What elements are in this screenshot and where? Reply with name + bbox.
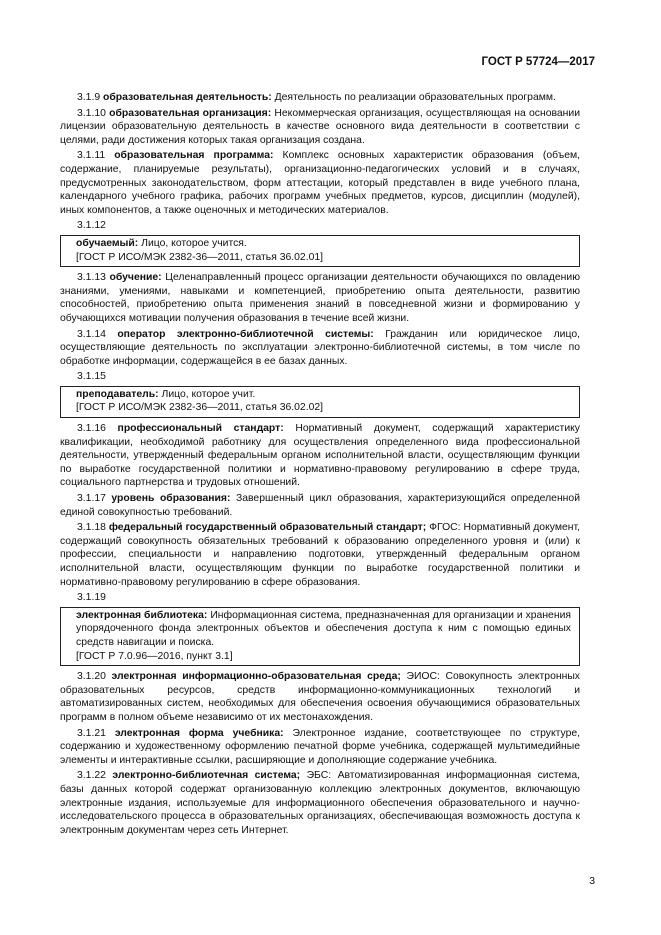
clause-number: 3.1.12 <box>77 220 106 232</box>
clause-number: 3.1.22 <box>77 770 106 782</box>
definition-text: ЭБС: Автоматизированная информационная система, базы данных которой содержат организованную коллекцию электронных документов, включающую электронные издания, используемые для информационного обеспечения образовательного и научно-исследовательского процесса в образовательных организациях, обеспечивающая возможность доступа к электронным документам через сеть Интернет. <box>60 770 580 836</box>
term: электронная форма учебника: <box>114 727 284 739</box>
clause-number: 3.1.15 <box>77 371 106 383</box>
source-reference: [ГОСТ Р ИСО/МЭК 2382-36—2011, статья 36.02.02] <box>76 402 324 414</box>
definition-text: ЭИОС: Совокупность электронных образовательных ресурсов, средств информационно-коммуникационных технологий и автоматизированных систем, необходимых для обеспечения освоения обучающимися образовательных программ в полном объеме независимо от их местонахождения. <box>60 671 580 723</box>
source-reference: [ГОСТ Р 7.0.96—2016, пункт 3.1] <box>76 650 233 662</box>
term: уровень образования: <box>111 493 231 505</box>
definition-text: Целенаправленный процесс организации деятельности обучающихся по овладению знаниями, умениями, навыками и компетенцией, приобретению опыта деятельности, развитию способностей, приобретению опыта применения знаний в повседневной жизни и формированию у обучающихся мотивации получения образования в течение всей жизни. <box>60 272 580 324</box>
definition-text: Электронное издание, соответствующее по структуре, содержанию и художественному оформлению печатной форме учебника, содержащей мультимедийные элементы и интерактивные ссылки, расширяющие и дополняющие содержание учебника. <box>60 727 581 766</box>
clause-number: 3.1.13 <box>77 272 106 284</box>
term: образовательная организация: <box>109 107 272 119</box>
clause-number: 3.1.19 <box>77 592 106 604</box>
quoted-definition-box <box>60 235 580 267</box>
clause-number: 3.1.20 <box>77 671 106 683</box>
definition-text: Гражданин или юридическое лицо, осуществляющие деятельность по эксплуатации электронно-библиотечной системы, в том числе по обработке информации, содержащейся в ее базах данных. <box>60 328 580 367</box>
clause-number: 3.1.17 <box>77 493 106 505</box>
term: электронная информационно-образовательная среда; <box>111 671 401 683</box>
definition-text: Лицо, которое учит. <box>161 388 256 400</box>
document-body <box>60 91 580 839</box>
clause-number: 3.1.11 <box>77 150 106 162</box>
term: электронная библиотека: <box>76 609 208 621</box>
definition-3-1-22 <box>60 769 580 837</box>
term: обучение: <box>109 272 162 284</box>
source-reference: [ГОСТ Р ИСО/МЭК 2382-36—2011, статья 36.02.01] <box>76 251 324 263</box>
definition-3-1-18 <box>60 521 580 589</box>
definition-text: ФГОС: Нормативный документ, содержащий совокупность обязательных требований к образованию определенного уровня и (или) к профессии, специальности и направлению подготовки, утвержденный федеральным органом исполнительной власти, осуществляющим функции по выработке государственной политики и нормативно-правовому регулированию в сфере образования. <box>60 522 580 588</box>
definition-text: Деятельность по реализации образовательных программ. <box>274 92 556 103</box>
definition-3-1-21 <box>60 727 580 768</box>
definition-text: Завершенный цикл образования, характеризующийся определенной единой совокупностью требований. <box>60 493 581 518</box>
definition-3-1-16 <box>60 422 580 490</box>
clause-number: 3.1.18 <box>77 522 106 534</box>
clause-number: 3.1.16 <box>77 423 106 435</box>
definition-3-1-11 <box>60 149 580 217</box>
definition-3-1-17 <box>60 492 580 519</box>
definition-3-1-9 <box>60 91 580 105</box>
term: оператор электронно-библиотечной системы: <box>117 328 374 340</box>
clause-number: 3.1.9 <box>77 92 101 103</box>
term: обучаемый: <box>76 237 139 249</box>
term: федеральный государственный образовательный стандарт; <box>108 522 427 534</box>
page-number: 3 <box>589 876 595 887</box>
definition-3-1-10 <box>60 107 580 148</box>
definition-3-1-13 <box>60 271 580 325</box>
term: профессиональный стандарт: <box>117 423 284 435</box>
term: электронно-библиотечная система; <box>112 770 301 782</box>
clause-number: 3.1.14 <box>77 328 106 340</box>
definition-3-1-20 <box>60 670 580 724</box>
definition-text: Комплекс основных характеристик образования (объем, содержание, планируемые результаты), организационно-педагогических условий и в случаях, предусмотренных законодательством, форм аттестации, который представлен в виде учебного плана, календарного учебного графика, рабочих программ учебных предметов, курсов, дисциплин (модулей), иных компонентов, а также оценочных и методических материалов. <box>60 150 581 216</box>
definition-text: Информационная система, предназначенная для организации и хранения упорядоченного фонда электронных объектов и обеспечения доступа к ним с помощью единых средств навигации и поиска. <box>76 609 572 648</box>
term: образовательная программа: <box>114 150 274 162</box>
quoted-definition-box <box>60 607 580 666</box>
clause-number: 3.1.21 <box>77 727 106 739</box>
term: преподаватель: <box>76 388 159 400</box>
term: образовательная деятельность: <box>103 92 272 103</box>
standard-designation: ГОСТ Р 57724—2017 <box>481 56 595 68</box>
definition-text: Лицо, которое учится. <box>141 237 247 249</box>
clause-number: 3.1.10 <box>77 107 106 119</box>
quoted-definition-box <box>60 386 580 418</box>
definition-text: Нормативный документ, содержащий характеристику квалификации, необходимой работнику для осуществления определенного вида профессиональной деятельности, утвержденный федеральным органом исполнительной власти, осуществляющим функции по выработке государственной политики и нормативно-правовому регулированию в сфере труда, социального партнерства и трудовых отношений. <box>60 423 580 489</box>
definition-3-1-14 <box>60 328 580 369</box>
definition-text: Некоммерческая организация, осуществляющая на основании лицензии образовательную деятельность в качестве основного вида деятельности в соответствии с целями, ради достижения которых такая организация создана. <box>60 107 580 146</box>
